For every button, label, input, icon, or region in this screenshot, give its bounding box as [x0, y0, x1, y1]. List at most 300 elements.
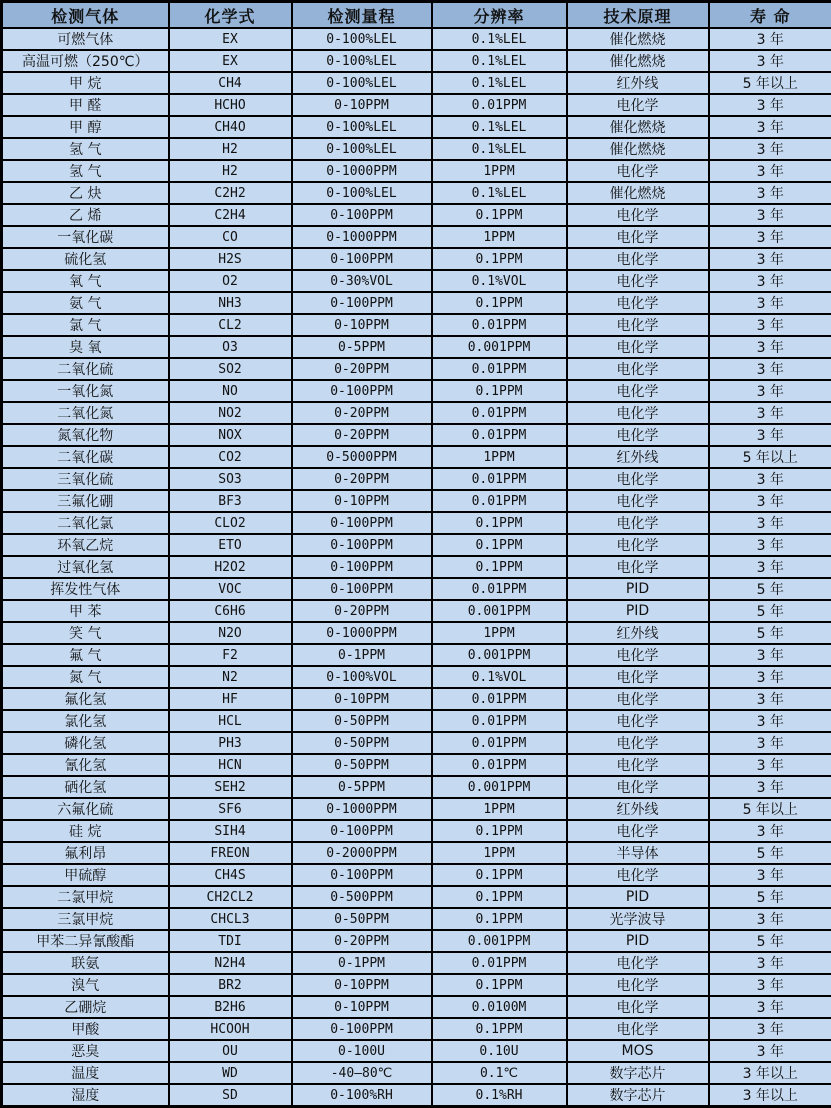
cell-range: 0-100%LEL: [292, 72, 432, 94]
cell-gas: 一氧化碳: [2, 226, 169, 248]
table-row: [2, 864, 831, 886]
cell-formula: OU: [169, 1040, 292, 1062]
cell-resolution: 0.1%VOL: [432, 270, 567, 292]
cell-range: 0-100%VOL: [292, 666, 432, 688]
cell-formula: N2O: [169, 622, 292, 644]
cell-formula: TDI: [169, 930, 292, 952]
cell-gas: 甲硫醇: [2, 864, 169, 886]
table-row: [2, 50, 831, 72]
cell-principle: PID: [567, 578, 709, 600]
cell-formula: H2O2: [169, 556, 292, 578]
cell-principle: 电化学: [567, 248, 709, 270]
cell-gas: 硒化氢: [2, 776, 169, 798]
cell-resolution: 1PPM: [432, 842, 567, 864]
table-row: [2, 974, 831, 996]
cell-gas: 臭 氧: [2, 336, 169, 358]
cell-lifespan: 5 年: [709, 622, 831, 644]
table-row: [2, 28, 831, 50]
cell-resolution: 1PPM: [432, 622, 567, 644]
table-body: [2, 28, 831, 1107]
cell-resolution: 0.1%VOL: [432, 666, 567, 688]
cell-resolution: 1PPM: [432, 798, 567, 820]
cell-lifespan: 3 年: [709, 908, 831, 930]
cell-gas: 氢 气: [2, 138, 169, 160]
cell-gas: 氯 气: [2, 314, 169, 336]
cell-resolution: 0.1PPM: [432, 864, 567, 886]
cell-gas: 氯化氢: [2, 710, 169, 732]
cell-lifespan: 3 年以上: [709, 1062, 831, 1084]
cell-resolution: 0.001PPM: [432, 600, 567, 622]
cell-range: 0-1PPM: [292, 644, 432, 666]
cell-resolution: 0.01PPM: [432, 754, 567, 776]
cell-resolution: 0.01PPM: [432, 358, 567, 380]
cell-gas: 联氨: [2, 952, 169, 974]
cell-range: 0-50PPM: [292, 908, 432, 930]
cell-lifespan: 3 年: [709, 226, 831, 248]
cell-formula: SEH2: [169, 776, 292, 798]
cell-resolution: 0.1%LEL: [432, 28, 567, 50]
cell-formula: BF3: [169, 490, 292, 512]
cell-lifespan: 3 年: [709, 1040, 831, 1062]
cell-range: 0-100%LEL: [292, 138, 432, 160]
cell-range: 0-100%LEL: [292, 116, 432, 138]
column-header-lifespan: 寿 命: [709, 2, 831, 29]
cell-principle: 电化学: [567, 94, 709, 116]
cell-resolution: 0.1PPM: [432, 248, 567, 270]
cell-range: 0-1000PPM: [292, 160, 432, 182]
cell-lifespan: 3 年: [709, 424, 831, 446]
cell-formula: CL2: [169, 314, 292, 336]
cell-lifespan: 3 年: [709, 468, 831, 490]
cell-principle: 光学波导: [567, 908, 709, 930]
cell-principle: 红外线: [567, 72, 709, 94]
cell-principle: 数字芯片: [567, 1062, 709, 1084]
table-row: [2, 578, 831, 600]
cell-lifespan: 5 年: [709, 930, 831, 952]
cell-resolution: 0.01PPM: [432, 952, 567, 974]
cell-gas: 挥发性气体: [2, 578, 169, 600]
cell-lifespan: 3 年: [709, 28, 831, 50]
cell-gas: 氟化氢: [2, 688, 169, 710]
cell-range: 0-30%VOL: [292, 270, 432, 292]
cell-lifespan: 3 年: [709, 292, 831, 314]
cell-principle: 催化燃烧: [567, 116, 709, 138]
cell-lifespan: 3 年: [709, 688, 831, 710]
cell-gas: 氨 气: [2, 292, 169, 314]
cell-resolution: 0.1%LEL: [432, 138, 567, 160]
table-row: [2, 116, 831, 138]
cell-lifespan: 3 年: [709, 644, 831, 666]
cell-range: 0-20PPM: [292, 600, 432, 622]
table-row: [2, 402, 831, 424]
table-row: [2, 182, 831, 204]
cell-range: 0-100U: [292, 1040, 432, 1062]
cell-formula: NOX: [169, 424, 292, 446]
cell-gas: 硫化氢: [2, 248, 169, 270]
cell-resolution: 0.01PPM: [432, 468, 567, 490]
cell-gas: 甲 醛: [2, 94, 169, 116]
cell-formula: N2: [169, 666, 292, 688]
cell-principle: 电化学: [567, 292, 709, 314]
cell-resolution: 0.1%LEL: [432, 50, 567, 72]
cell-principle: 电化学: [567, 336, 709, 358]
cell-principle: 电化学: [567, 776, 709, 798]
cell-range: 0-5PPM: [292, 336, 432, 358]
cell-resolution: 0.01PPM: [432, 94, 567, 116]
cell-range: 0-10PPM: [292, 94, 432, 116]
table-row: [2, 226, 831, 248]
cell-lifespan: 3 年: [709, 336, 831, 358]
cell-formula: EX: [169, 28, 292, 50]
cell-gas: 二氯甲烷: [2, 886, 169, 908]
table-row: [2, 886, 831, 908]
cell-lifespan: 3 年: [709, 490, 831, 512]
table-row: [2, 358, 831, 380]
cell-resolution: 1PPM: [432, 160, 567, 182]
table-row: [2, 424, 831, 446]
table-row: [2, 248, 831, 270]
table-row: [2, 292, 831, 314]
cell-principle: 电化学: [567, 534, 709, 556]
table-row: [2, 732, 831, 754]
cell-formula: NO2: [169, 402, 292, 424]
cell-gas: 氟 气: [2, 644, 169, 666]
table-row: [2, 1018, 831, 1040]
cell-range: 0-1000PPM: [292, 798, 432, 820]
cell-lifespan: 3 年: [709, 248, 831, 270]
cell-gas: 硅 烷: [2, 820, 169, 842]
table-row: [2, 556, 831, 578]
table-row: [2, 138, 831, 160]
table-row: [2, 380, 831, 402]
cell-principle: 电化学: [567, 468, 709, 490]
cell-range: 0-500PPM: [292, 886, 432, 908]
cell-formula: O3: [169, 336, 292, 358]
cell-formula: C6H6: [169, 600, 292, 622]
cell-range: 0-10PPM: [292, 974, 432, 996]
cell-resolution: 0.01PPM: [432, 424, 567, 446]
table-row: [2, 534, 831, 556]
cell-principle: MOS: [567, 1040, 709, 1062]
cell-range: 0-1PPM: [292, 952, 432, 974]
cell-lifespan: 3 年: [709, 952, 831, 974]
cell-resolution: 0.1PPM: [432, 556, 567, 578]
cell-range: 0-10PPM: [292, 490, 432, 512]
cell-formula: HCHO: [169, 94, 292, 116]
cell-resolution: 0.01PPM: [432, 688, 567, 710]
table-row: [2, 94, 831, 116]
cell-formula: CH4: [169, 72, 292, 94]
cell-resolution: 1PPM: [432, 226, 567, 248]
cell-resolution: 0.001PPM: [432, 336, 567, 358]
cell-formula: CH4S: [169, 864, 292, 886]
cell-principle: 数字芯片: [567, 1084, 709, 1107]
cell-formula: CH2CL2: [169, 886, 292, 908]
cell-formula: VOC: [169, 578, 292, 600]
cell-gas: 一氧化氮: [2, 380, 169, 402]
cell-gas: 三氯甲烷: [2, 908, 169, 930]
table-row: [2, 1084, 831, 1107]
cell-formula: CH4O: [169, 116, 292, 138]
cell-lifespan: 5 年: [709, 842, 831, 864]
cell-principle: 电化学: [567, 402, 709, 424]
cell-principle: PID: [567, 886, 709, 908]
header-row: [2, 2, 831, 29]
cell-range: 0-100PPM: [292, 820, 432, 842]
cell-resolution: 0.1PPM: [432, 820, 567, 842]
cell-range: 0-50PPM: [292, 710, 432, 732]
cell-principle: 电化学: [567, 996, 709, 1018]
cell-lifespan: 3 年: [709, 270, 831, 292]
cell-range: 0-100PPM: [292, 578, 432, 600]
table-row: [2, 842, 831, 864]
cell-lifespan: 3 年以上: [709, 1084, 831, 1107]
table-row: [2, 710, 831, 732]
cell-principle: 红外线: [567, 446, 709, 468]
cell-formula: FREON: [169, 842, 292, 864]
cell-gas: 三氟化硼: [2, 490, 169, 512]
cell-resolution: 0.01PPM: [432, 578, 567, 600]
cell-resolution: 0.01PPM: [432, 314, 567, 336]
cell-formula: HF: [169, 688, 292, 710]
cell-resolution: 0.001PPM: [432, 776, 567, 798]
table-row: [2, 512, 831, 534]
cell-principle: 电化学: [567, 666, 709, 688]
cell-range: 0-50PPM: [292, 754, 432, 776]
cell-lifespan: 3 年: [709, 710, 831, 732]
cell-range: 0-5PPM: [292, 776, 432, 798]
cell-resolution: 0.0100M: [432, 996, 567, 1018]
cell-lifespan: 3 年: [709, 380, 831, 402]
cell-lifespan: 3 年: [709, 776, 831, 798]
table-row: [2, 622, 831, 644]
cell-gas: 氰化氢: [2, 754, 169, 776]
cell-range: 0-10PPM: [292, 688, 432, 710]
cell-formula: EX: [169, 50, 292, 72]
table-row: [2, 820, 831, 842]
cell-gas: 甲酸: [2, 1018, 169, 1040]
table-row: [2, 996, 831, 1018]
cell-range: 0-100%LEL: [292, 28, 432, 50]
cell-lifespan: 3 年: [709, 732, 831, 754]
cell-range: 0-50PPM: [292, 732, 432, 754]
cell-resolution: 1PPM: [432, 446, 567, 468]
cell-principle: 催化燃烧: [567, 138, 709, 160]
cell-range: 0-100PPM: [292, 204, 432, 226]
cell-resolution: 0.1PPM: [432, 512, 567, 534]
cell-resolution: 0.001PPM: [432, 644, 567, 666]
cell-principle: 电化学: [567, 512, 709, 534]
cell-principle: 电化学: [567, 358, 709, 380]
cell-resolution: 0.1PPM: [432, 292, 567, 314]
cell-principle: PID: [567, 600, 709, 622]
cell-gas: 二氧化碳: [2, 446, 169, 468]
cell-gas: 三氧化硫: [2, 468, 169, 490]
cell-range: 0-20PPM: [292, 930, 432, 952]
cell-gas: 笑 气: [2, 622, 169, 644]
cell-resolution: 0.1PPM: [432, 886, 567, 908]
cell-lifespan: 3 年: [709, 864, 831, 886]
cell-formula: NH3: [169, 292, 292, 314]
column-header-range: 检测量程: [292, 2, 432, 29]
cell-resolution: 0.10U: [432, 1040, 567, 1062]
cell-formula: CO: [169, 226, 292, 248]
cell-range: 0-20PPM: [292, 402, 432, 424]
cell-formula: F2: [169, 644, 292, 666]
cell-gas: 溴气: [2, 974, 169, 996]
cell-formula: BR2: [169, 974, 292, 996]
table-row: [2, 952, 831, 974]
cell-principle: 红外线: [567, 798, 709, 820]
cell-range: 0-100PPM: [292, 864, 432, 886]
cell-gas: 可燃气体: [2, 28, 169, 50]
cell-principle: 电化学: [567, 820, 709, 842]
cell-formula: H2S: [169, 248, 292, 270]
table-row: [2, 490, 831, 512]
cell-range: 0-20PPM: [292, 424, 432, 446]
cell-range: 0-1000PPM: [292, 622, 432, 644]
cell-principle: 电化学: [567, 490, 709, 512]
cell-formula: SO2: [169, 358, 292, 380]
column-header-principle: 技术原理: [567, 2, 709, 29]
cell-range: 0-100PPM: [292, 534, 432, 556]
cell-principle: 电化学: [567, 160, 709, 182]
column-header-resolution: 分辨率: [432, 2, 567, 29]
cell-gas: 甲苯二异氰酸酯: [2, 930, 169, 952]
cell-range: 0-100PPM: [292, 512, 432, 534]
cell-resolution: 0.1%LEL: [432, 72, 567, 94]
cell-gas: 恶臭: [2, 1040, 169, 1062]
cell-principle: 红外线: [567, 622, 709, 644]
cell-range: -40—80℃: [292, 1062, 432, 1084]
cell-principle: 电化学: [567, 754, 709, 776]
cell-formula: SIH4: [169, 820, 292, 842]
cell-lifespan: 3 年: [709, 754, 831, 776]
cell-lifespan: 3 年: [709, 402, 831, 424]
table-row: [2, 644, 831, 666]
table-row: [2, 72, 831, 94]
cell-gas: 过氧化氢: [2, 556, 169, 578]
cell-formula: HCN: [169, 754, 292, 776]
cell-lifespan: 3 年: [709, 94, 831, 116]
cell-formula: CLO2: [169, 512, 292, 534]
cell-gas: 乙 烯: [2, 204, 169, 226]
table-row: [2, 468, 831, 490]
cell-resolution: 0.1PPM: [432, 1018, 567, 1040]
cell-gas: 二氧化氯: [2, 512, 169, 534]
cell-formula: ETO: [169, 534, 292, 556]
cell-gas: 高温可燃（250℃）: [2, 50, 169, 72]
cell-principle: 半导体: [567, 842, 709, 864]
table-row: [2, 666, 831, 688]
cell-range: 0-100PPM: [292, 380, 432, 402]
cell-range: 0-1000PPM: [292, 226, 432, 248]
cell-resolution: 0.1PPM: [432, 908, 567, 930]
cell-lifespan: 3 年: [709, 138, 831, 160]
cell-lifespan: 3 年: [709, 996, 831, 1018]
table-row: [2, 314, 831, 336]
cell-lifespan: 3 年: [709, 116, 831, 138]
table-row: [2, 908, 831, 930]
cell-principle: 电化学: [567, 226, 709, 248]
cell-gas: 二氧化氮: [2, 402, 169, 424]
cell-lifespan: 3 年: [709, 314, 831, 336]
table-row: [2, 688, 831, 710]
cell-resolution: 0.1PPM: [432, 534, 567, 556]
cell-resolution: 0.001PPM: [432, 930, 567, 952]
cell-gas: 环氧乙烷: [2, 534, 169, 556]
cell-principle: 电化学: [567, 204, 709, 226]
cell-formula: SO3: [169, 468, 292, 490]
cell-lifespan: 5 年: [709, 578, 831, 600]
cell-principle: 电化学: [567, 732, 709, 754]
cell-resolution: 0.01PPM: [432, 732, 567, 754]
cell-resolution: 0.01PPM: [432, 402, 567, 424]
table-row: [2, 776, 831, 798]
table-row: [2, 798, 831, 820]
table-row: [2, 600, 831, 622]
cell-principle: 电化学: [567, 974, 709, 996]
cell-formula: WD: [169, 1062, 292, 1084]
cell-range: 0-20PPM: [292, 358, 432, 380]
cell-resolution: 0.1PPM: [432, 380, 567, 402]
cell-gas: 甲 苯: [2, 600, 169, 622]
cell-lifespan: 5 年以上: [709, 446, 831, 468]
cell-range: 0-5000PPM: [292, 446, 432, 468]
cell-formula: CHCL3: [169, 908, 292, 930]
cell-formula: H2: [169, 160, 292, 182]
table-row: [2, 204, 831, 226]
cell-gas: 温度: [2, 1062, 169, 1084]
cell-resolution: 0.1PPM: [432, 974, 567, 996]
cell-formula: C2H2: [169, 182, 292, 204]
cell-gas: 甲 醇: [2, 116, 169, 138]
cell-range: 0-100%RH: [292, 1084, 432, 1107]
cell-gas: 氢 气: [2, 160, 169, 182]
cell-range: 0-10PPM: [292, 314, 432, 336]
cell-range: 0-100%LEL: [292, 182, 432, 204]
cell-principle: 电化学: [567, 864, 709, 886]
cell-lifespan: 3 年: [709, 1018, 831, 1040]
cell-formula: PH3: [169, 732, 292, 754]
cell-lifespan: 3 年: [709, 358, 831, 380]
cell-formula: H2: [169, 138, 292, 160]
cell-lifespan: 3 年: [709, 556, 831, 578]
cell-range: 0-10PPM: [292, 996, 432, 1018]
cell-principle: 催化燃烧: [567, 28, 709, 50]
cell-range: 0-100PPM: [292, 248, 432, 270]
cell-principle: 催化燃烧: [567, 50, 709, 72]
cell-principle: 电化学: [567, 644, 709, 666]
cell-formula: C2H4: [169, 204, 292, 226]
cell-lifespan: 3 年: [709, 820, 831, 842]
cell-lifespan: 5 年以上: [709, 798, 831, 820]
cell-lifespan: 3 年: [709, 666, 831, 688]
cell-principle: 电化学: [567, 1018, 709, 1040]
table-row: [2, 160, 831, 182]
cell-formula: SD: [169, 1084, 292, 1107]
cell-principle: 电化学: [567, 270, 709, 292]
cell-principle: 电化学: [567, 952, 709, 974]
cell-resolution: 0.1℃: [432, 1062, 567, 1084]
cell-gas: 乙 炔: [2, 182, 169, 204]
cell-principle: 电化学: [567, 688, 709, 710]
table-row: [2, 930, 831, 952]
cell-formula: NO: [169, 380, 292, 402]
table-row: [2, 1040, 831, 1062]
cell-formula: O2: [169, 270, 292, 292]
cell-gas: 氟利昂: [2, 842, 169, 864]
